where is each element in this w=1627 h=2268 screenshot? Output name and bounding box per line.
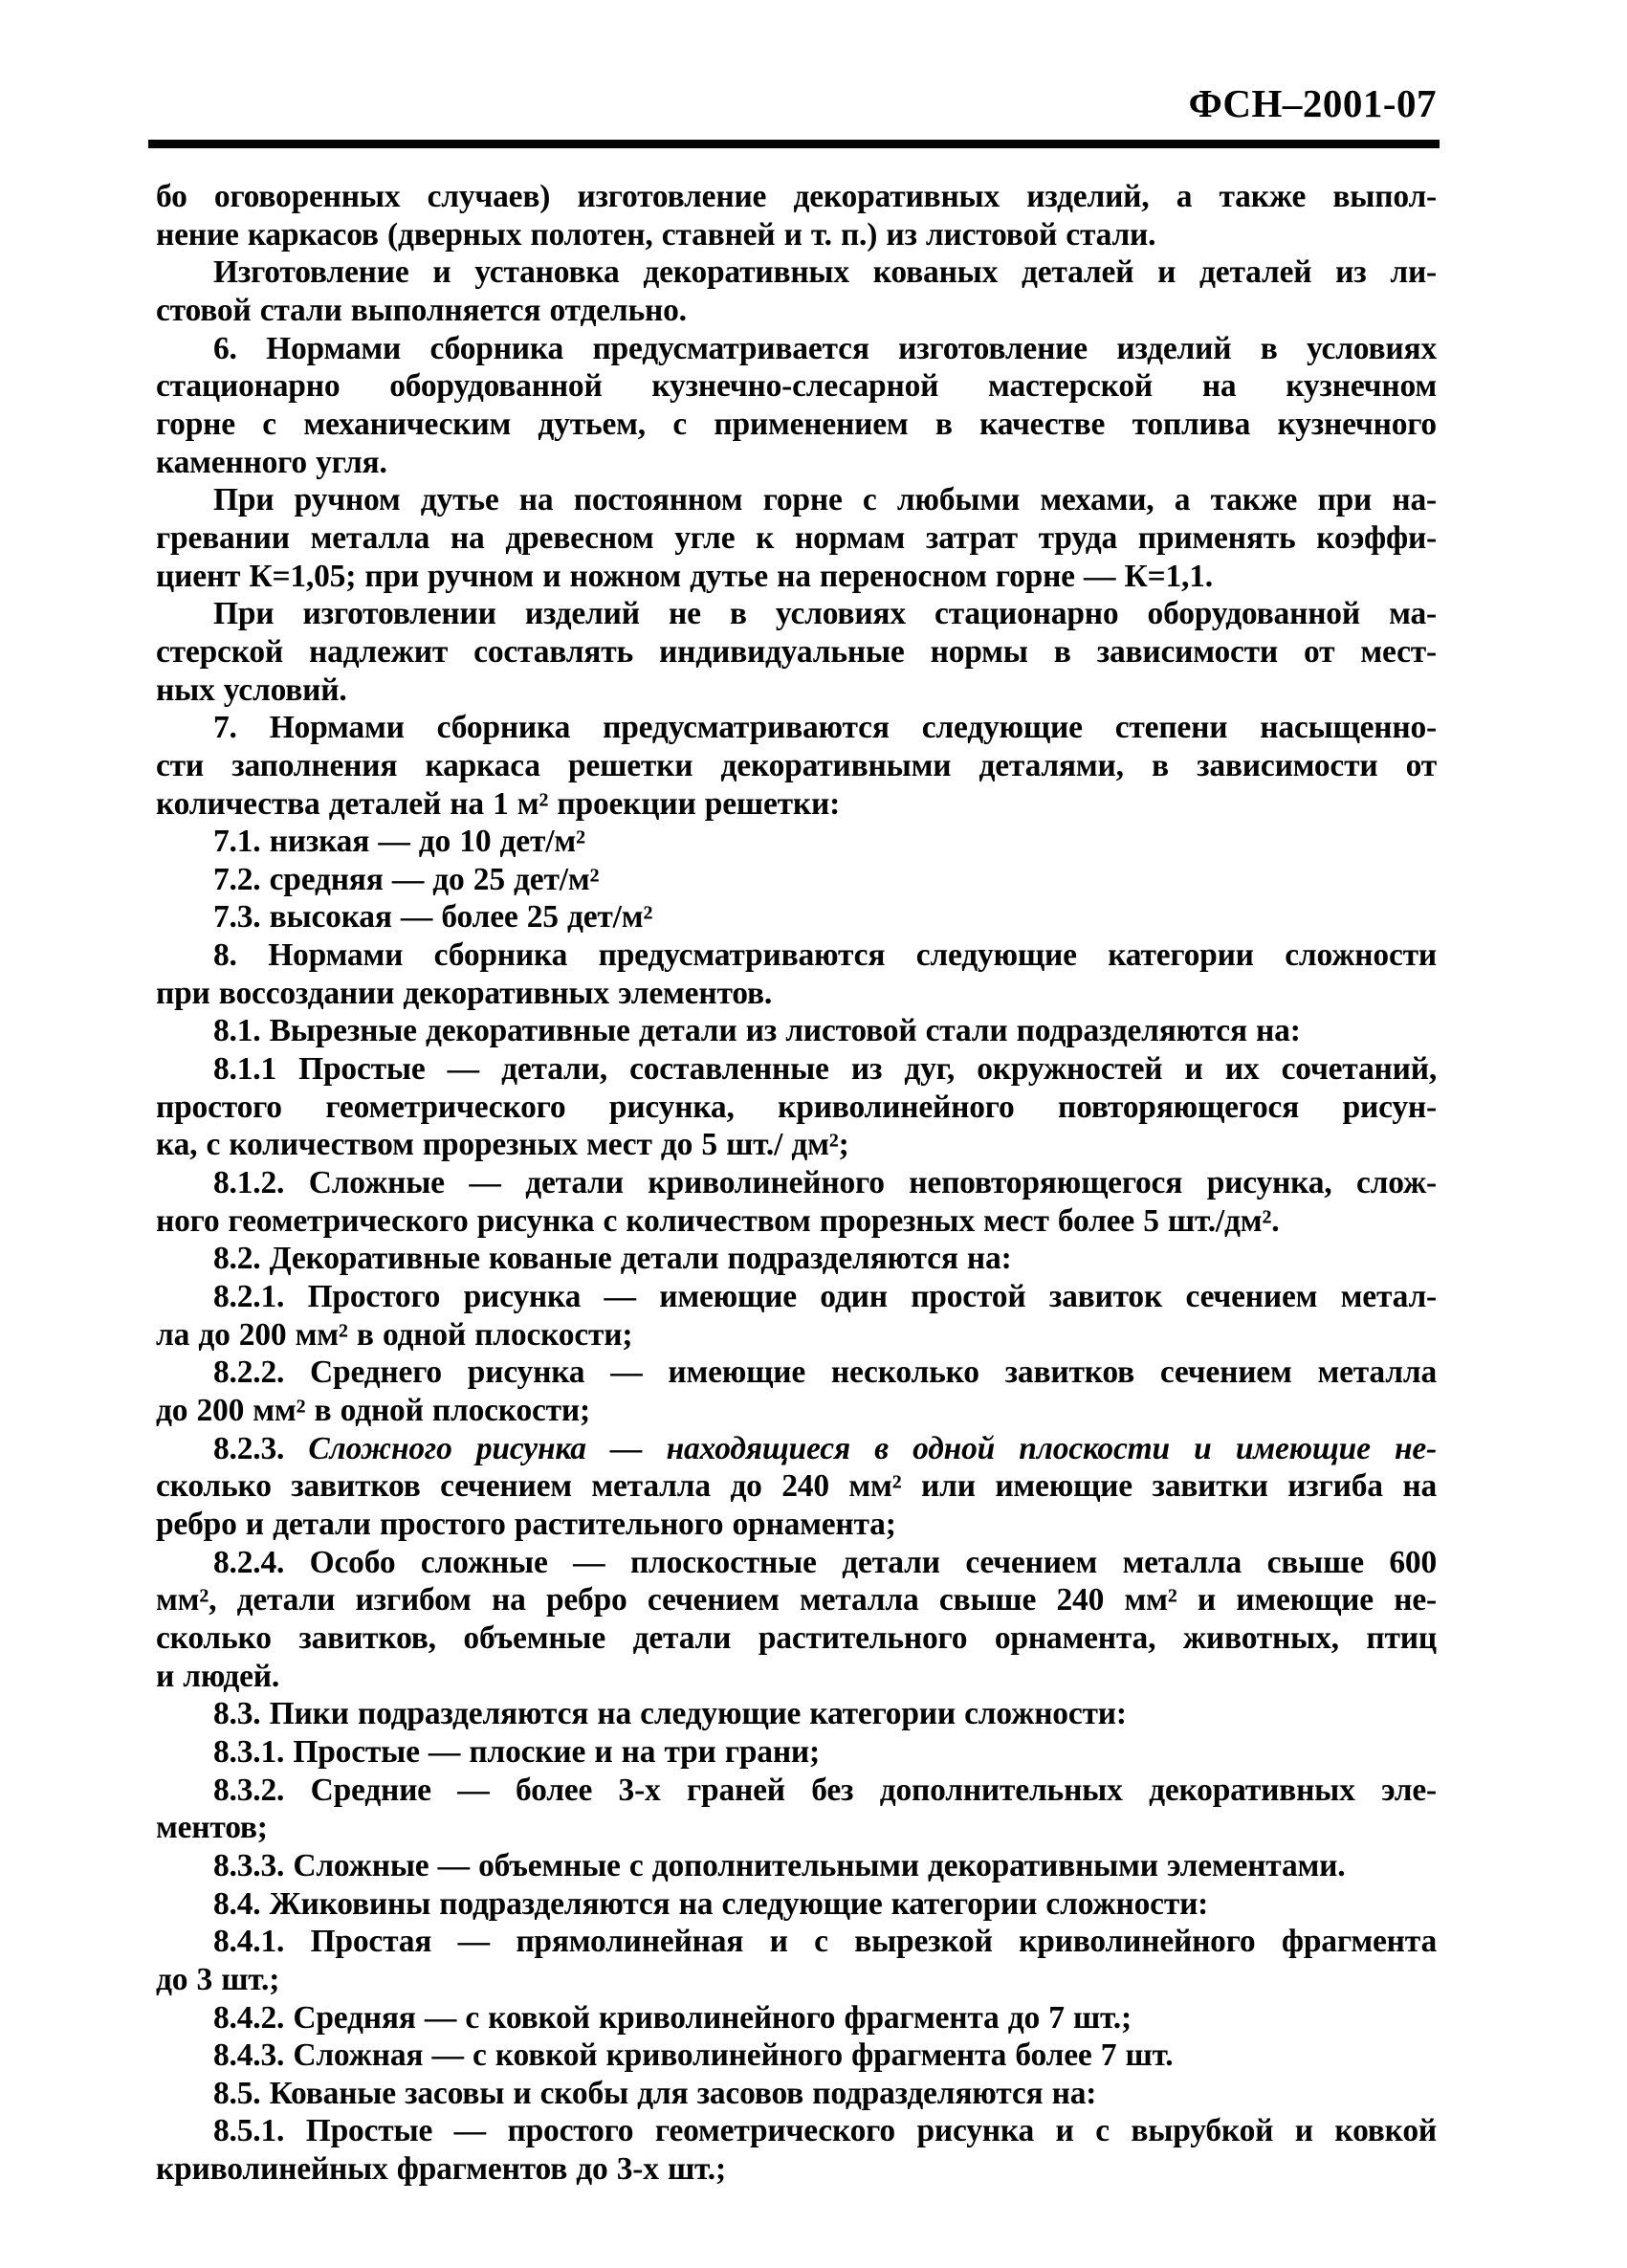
text-run: 8.3.3. Сложные — объемные с дополнительными декоративными элементами. xyxy=(213,1847,1346,1883)
text-run: 8.2.1. Простого рисунка — имеющие один простой завиток сечением метал- xyxy=(213,1279,1437,1315)
text-line xyxy=(156,1733,1437,1772)
text-run: 8.2.2. Среднего рисунка — имеющие несколько завитков сечением металла xyxy=(213,1354,1437,1391)
text-line xyxy=(156,1506,1437,1544)
text-line xyxy=(156,1999,1437,2037)
text-line xyxy=(156,1164,1437,1202)
text-run: ла до 200 мм² в одной плоскости; xyxy=(156,1316,633,1353)
text-run: 8.2.4. Особо сложные — плоскостные детали сечением металла свыше 600 xyxy=(213,1544,1437,1580)
text-line xyxy=(156,1695,1437,1733)
text-run: гревании металла на древесном угле к нормам затрат труда применять коэффи- xyxy=(156,519,1437,556)
text-run: 8.3.1. Простые — плоские и на три грани; xyxy=(213,1733,820,1770)
text-line xyxy=(156,1619,1437,1658)
text-line xyxy=(156,1923,1437,1961)
text-run: 8.4.3. Сложная — с ковкой криволинейного фрагмента более 7 шт. xyxy=(213,2037,1174,2074)
text-line xyxy=(156,1050,1437,1089)
text-run: ментов; xyxy=(156,1810,268,1846)
text-line xyxy=(156,709,1437,747)
text-run: бо оговоренных случаев) изготовление декоративных изделий, а также выпол- xyxy=(156,179,1437,214)
text-line xyxy=(156,444,1437,482)
text-run: каменного угля. xyxy=(156,444,387,480)
text-run: до 3 шт.; xyxy=(156,1961,280,1997)
text-line xyxy=(156,1809,1437,1847)
text-run: 6. Нормами сборника предусматривается изготовление изделий в условиях xyxy=(213,330,1437,366)
text-run: стерской надлежит составлять индивидуальные нормы в зависимости от мест- xyxy=(156,633,1437,670)
italic-text-run: Сложного рисунка — находящиеся в одной плоскости и имеющие не- xyxy=(308,1430,1437,1466)
text-line xyxy=(156,1354,1437,1392)
text-line xyxy=(156,1126,1437,1164)
text-line xyxy=(156,558,1437,596)
text-run: При ручном дутье на постоянном горне с любыми мехами, а также при на- xyxy=(213,482,1437,518)
text-run: 8.1. Вырезные декоративные детали из листовой стали подразделяются на: xyxy=(213,1013,1301,1049)
text-line xyxy=(156,1430,1437,1468)
text-run: 8.4. Жиковины подразделяются на следующие категории сложности: xyxy=(213,1885,1209,1922)
document-body xyxy=(156,178,1437,2189)
text-line xyxy=(156,898,1437,936)
text-run: ка, с количеством прорезных мест до 5 шт./ дм²; xyxy=(156,1127,849,1163)
text-line xyxy=(156,2075,1437,2113)
text-run: ного геометрического рисунка с количеством прорезных мест более 5 шт./дм². xyxy=(156,1202,1280,1239)
text-line xyxy=(156,292,1437,330)
text-line xyxy=(156,1961,1437,1999)
text-line xyxy=(156,1240,1437,1278)
text-run: криволинейных фрагментов до 3-х шт.; xyxy=(156,2151,726,2188)
text-line xyxy=(156,253,1437,292)
text-line xyxy=(156,1467,1437,1506)
text-line xyxy=(156,633,1437,672)
text-run: При изготовлении изделий не в условиях стационарно оборудованной ма- xyxy=(213,596,1437,632)
text-run: сти заполнения каркаса решетки декоративными деталями, в зависимости от xyxy=(156,747,1437,783)
text-line xyxy=(156,1012,1437,1050)
text-line xyxy=(156,1278,1437,1316)
text-run: 8.2. Декоративные кованые детали подразделяются на: xyxy=(213,1241,1012,1277)
text-run: 7. Нормами сборника предусматриваются следующие степени насыщенно- xyxy=(213,710,1437,746)
text-line xyxy=(156,1316,1437,1354)
text-line xyxy=(156,216,1437,254)
text-line xyxy=(156,178,1437,216)
text-line xyxy=(156,975,1437,1013)
text-run: 8.3. Пики подразделяются на следующие категории сложности: xyxy=(213,1696,1127,1732)
text-run: до 200 мм² в одной плоскости; xyxy=(156,1393,590,1428)
text-line xyxy=(156,330,1437,368)
text-line xyxy=(156,936,1437,975)
text-line xyxy=(156,1392,1437,1430)
text-line xyxy=(156,747,1437,785)
text-run: и людей. xyxy=(156,1658,280,1694)
text-run: мм², детали изгибом на ребро сечением металла свыше 240 мм² и имеющие не- xyxy=(156,1582,1437,1618)
text-run: 7.1. низкая — до 10 дет/м² xyxy=(213,824,585,860)
text-run: сколько завитков сечением металла до 240 мм² или имеющие завитки изгиба на xyxy=(156,1468,1437,1505)
text-run: стационарно оборудованной кузнечно-слесарной мастерской на кузнечном xyxy=(156,368,1437,405)
text-line xyxy=(156,672,1437,710)
text-line xyxy=(156,367,1437,406)
text-run: ных условий. xyxy=(156,672,347,708)
text-line xyxy=(156,1089,1437,1127)
text-run: 7.3. высокая — более 25 дет/м² xyxy=(213,899,653,936)
text-run: стовой стали выполняется отдельно. xyxy=(156,292,687,328)
text-line xyxy=(156,406,1437,444)
text-run: 8.3.2. Средние — более 3-х граней без дополнительных декоративных эле- xyxy=(213,1772,1437,1808)
text-line xyxy=(156,2150,1437,2189)
text-line xyxy=(156,2037,1437,2075)
document-code-header: ФСН–2001-07 xyxy=(1188,81,1437,125)
text-run: 8.4.2. Средняя — с ковкой криволинейного фрагмента до 7 шт.; xyxy=(213,1999,1132,2036)
text-line xyxy=(156,823,1437,861)
text-run: 8.5.1. Простые — простого геометрического рисунка и с вырубкой и ковкой xyxy=(213,2113,1437,2149)
text-line xyxy=(156,481,1437,519)
text-run: сколько завитков, объемные детали растительного орнамента, животных, птиц xyxy=(156,1619,1437,1656)
text-run: ребро и детали простого растительного орнамента; xyxy=(156,1506,896,1542)
text-line xyxy=(156,1202,1437,1241)
text-run: нение каркасов (дверных полотен, ставней и т. п.) из листовой стали. xyxy=(156,216,1156,253)
text-run: 7.2. средняя — до 25 дет/м² xyxy=(213,861,600,897)
text-run: 8.4.1. Простая — прямолинейная и с вырезкой криволинейного фрагмента xyxy=(213,1924,1437,1960)
text-line xyxy=(156,1885,1437,1924)
text-run: 8.1.1 Простые — детали, составленные из дуг, окружностей и их сочетаний, xyxy=(213,1051,1437,1088)
text-line xyxy=(156,861,1437,899)
text-line xyxy=(156,1544,1437,1582)
text-run: 8.2.3. xyxy=(213,1430,309,1466)
text-run: простого геометрического рисунка, криволинейного повторяющегося рисун- xyxy=(156,1089,1437,1125)
text-line xyxy=(156,1772,1437,1810)
header-divider-rule xyxy=(148,140,1440,148)
text-run: циент К=1,05; при ручном и ножном дутье на переносном горне — К=1,1. xyxy=(156,558,1213,594)
text-line xyxy=(156,1847,1437,1885)
text-run: 8.1.2. Сложные — детали криволинейного неповторяющегося рисунка, слож- xyxy=(213,1165,1437,1201)
text-run: 8.5. Кованые засовы и скобы для засовов подразделяются на: xyxy=(213,2075,1097,2111)
text-line xyxy=(156,2112,1437,2150)
text-run: количества деталей на 1 м² проекции решетки: xyxy=(156,785,841,822)
text-run: горне с механическим дутьем, с применением в качестве топлива кузнечного xyxy=(156,406,1437,442)
text-line xyxy=(156,1658,1437,1696)
text-line xyxy=(156,519,1437,558)
text-line xyxy=(156,785,1437,824)
text-run: 8. Нормами сборника предусматриваются следующие категории сложности xyxy=(213,937,1437,974)
text-line xyxy=(156,1581,1437,1619)
text-run: при воссоздании декоративных элементов. xyxy=(156,975,773,1011)
text-line xyxy=(156,595,1437,633)
text-run: Изготовление и установка декоративных кованых деталей и деталей из ли- xyxy=(213,254,1437,291)
